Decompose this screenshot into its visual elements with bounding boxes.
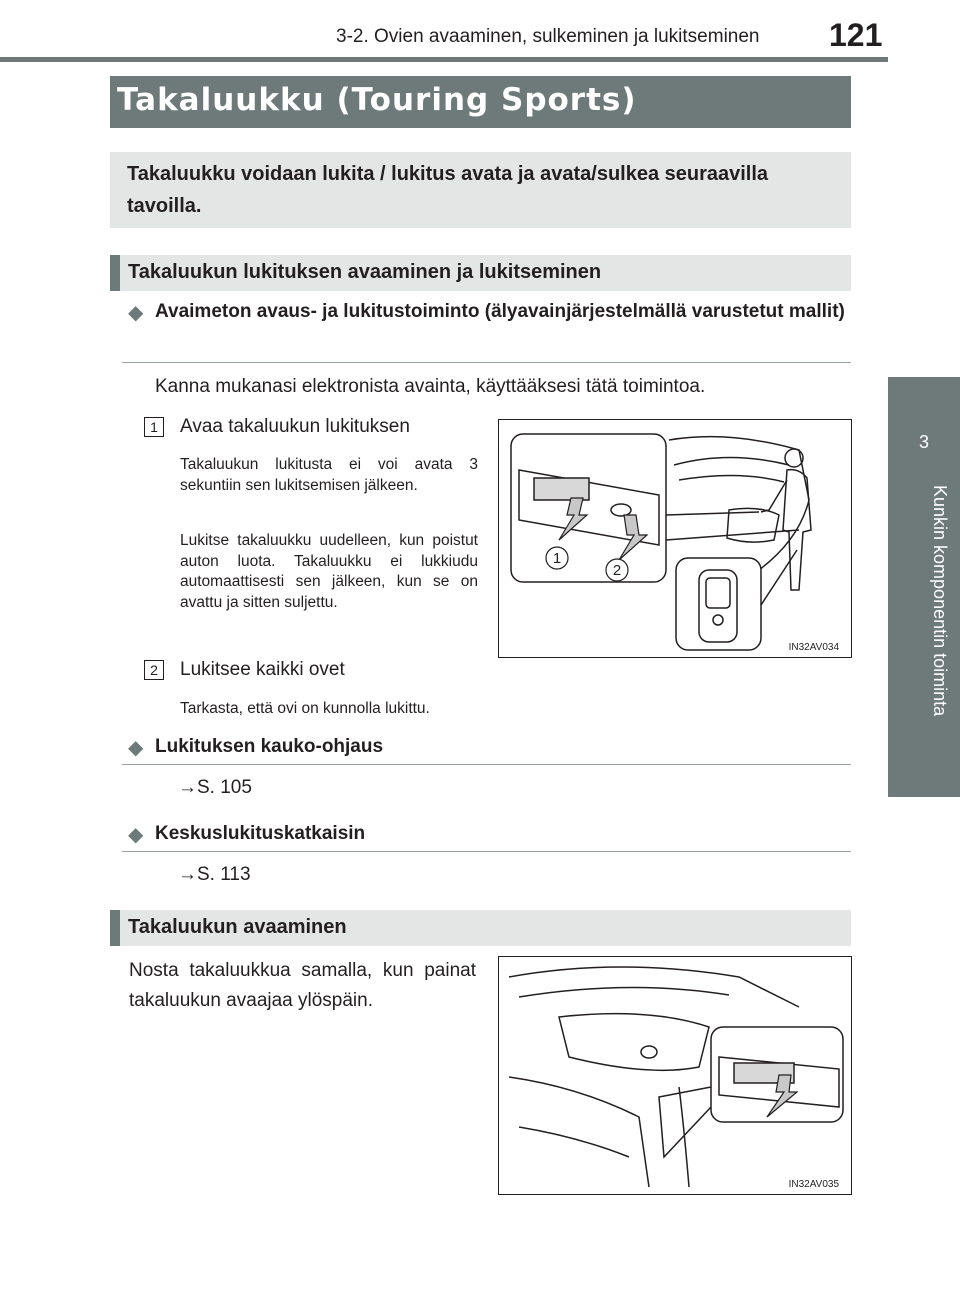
- step2-note: Tarkasta, että ovi on kunnolla lukittu.: [180, 700, 430, 717]
- chapter-number: 3: [918, 432, 929, 452]
- step1-title: Avaa takaluukun lukituksen: [180, 416, 410, 437]
- figure-callout-2: 2: [612, 562, 622, 579]
- figure-label: IN32AV034: [788, 642, 839, 653]
- subheading-rule: [122, 764, 851, 765]
- subheading-remote: Lukituksen kauko-ohjaus: [155, 736, 384, 757]
- section-heading-bar: [110, 255, 120, 291]
- header-section-title: 3-2. Ovien avaaminen, sulkeminen ja lukitseminen: [336, 26, 760, 47]
- subheading-central-lock: Keskuslukituskatkaisin: [155, 823, 366, 844]
- section-heading-bar: [110, 910, 120, 946]
- intro-text: Takaluukku voidaan lukita / lukitus avata ja avata/sulkea seuraavilla tavoilla.: [127, 163, 769, 217]
- subheading-rule: [122, 362, 851, 363]
- subheading-rule: [122, 851, 851, 852]
- page-title: Takaluukku (Touring Sports): [117, 82, 637, 118]
- figure-callout-1: 1: [552, 550, 562, 567]
- chapter-title: Kunkin komponentin toiminta: [930, 485, 950, 717]
- section-heading-text: Takaluukun lukituksen avaaminen ja lukitseminen: [128, 261, 602, 283]
- diamond-bullet-icon: ◆: [128, 302, 144, 324]
- remote-page-reference[interactable]: →S. 105: [178, 777, 252, 798]
- section-heading-locking: [110, 255, 851, 291]
- figure-label: IN32AV035: [788, 1179, 839, 1190]
- section-heading-opening: [110, 910, 851, 946]
- step1-note1: Takaluukun lukitusta ei voi avata 3 sekuntiin sen lukitsemisen jälkeen.: [180, 456, 478, 494]
- figure-keyless-tailgate: [498, 419, 852, 658]
- step2-title: Lukitsee kaikki ovet: [180, 659, 345, 680]
- tailgate-opener-illustration: [499, 957, 851, 1194]
- tailgate-key-illustration: [499, 420, 851, 657]
- central-lock-page-reference[interactable]: →S. 113: [178, 864, 251, 885]
- subheading-keyless: Avaimeton avaus- ja lukitustoiminto (älyavainjärjestelmällä varustetut mallit): [155, 301, 845, 322]
- step-number-2: 2: [144, 660, 164, 680]
- step1-note2: Lukitse takaluukku uudelleen, kun poistut auton luota. Takaluukku ei lukkiudu automaattisesti sen jälkeen, kun se on avattu ja sitten suljettu.: [180, 532, 478, 611]
- opening-body: Nosta takaluukkua samalla, kun painat takaluukun avaajaa ylöspäin.: [129, 960, 476, 1011]
- diamond-bullet-icon: ◆: [128, 737, 144, 759]
- keyless-body: Kanna mukanasi elektronista avainta, käyttääksesi tätä toimintoa.: [155, 376, 706, 397]
- page-number: 121: [829, 17, 883, 53]
- section-heading-text: Takaluukun avaaminen: [128, 916, 347, 938]
- header-rule: [0, 57, 888, 62]
- diamond-bullet-icon: ◆: [128, 824, 144, 846]
- step-number-1: 1: [144, 417, 164, 437]
- figure-tailgate-opener: [498, 956, 852, 1195]
